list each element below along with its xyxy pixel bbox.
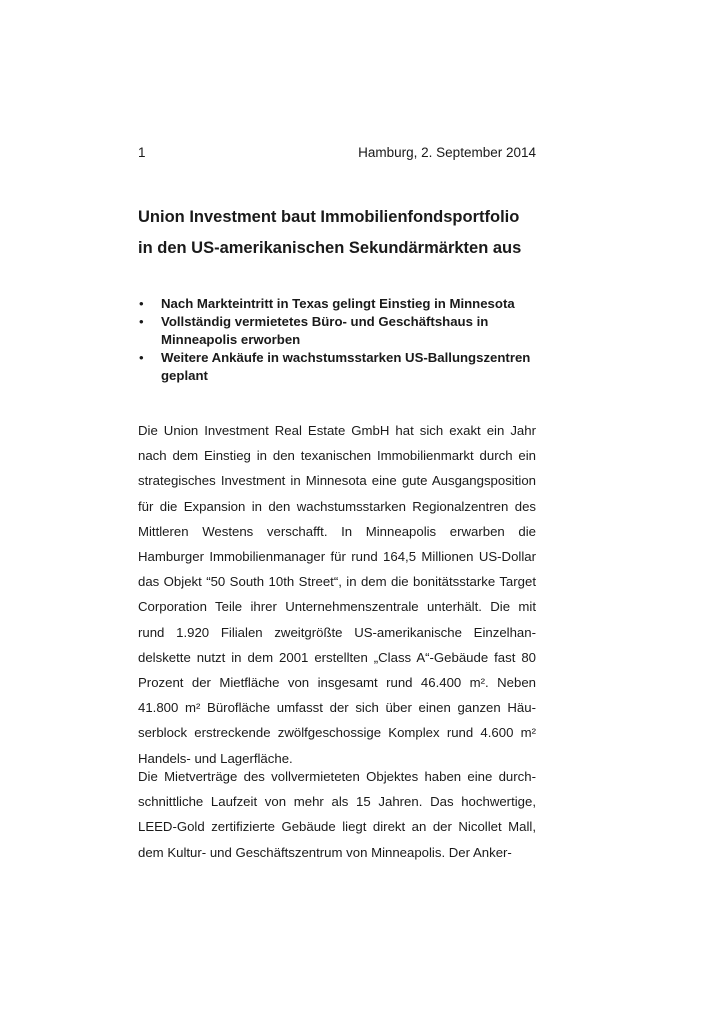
body-paragraph-1: Die Union Investment Real Estate GmbH hat sich exakt ein Jahr nach dem Einstieg in den texanischen Immobilienmarkt durch ein strategisches Investment in Minnesota eine gute Ausgangsposition für die Expansion in den wachstumsstarken Regionalzentren des Mittleren Westens verschafft. In Minneapolis erwarben die Hamburger Immobilienmanager für rund 164,5 Millionen US-Dollar das Objekt “50 South 10th Street“, in dem die bonitätsstarke Target Corporation Teile ihrer Unternehmenszentrale unterhält. Die mit rund 1.920 Filialen zweitgrößte US-amerikanische Einzelhandelskette nutzt in dem 2001 erstellten „Class A“-Gebäude fast 80 Prozent der Mietfläche von insgesamt rund 46.400 m². Neben 41.800 m² Bürofläche umfasst der sich über einen ganzen Häuserblock erstreckende zwölfgeschossige Komplex rund 4.600 m² Handels- und Lagerfläche. [138, 423, 536, 766]
key-points-list [138, 295, 536, 385]
headline-line-2: in den US-amerikanischen Sekundärmärkten aus [138, 239, 522, 257]
page-number: 1 [138, 145, 146, 160]
key-point-item [138, 313, 536, 349]
headline-line-1: Union Investment baut Immobilienfondsportfolio [138, 208, 520, 226]
key-point-text: Weitere Ankäufe in wachstumsstarken US-Ballungszentren geplant [161, 350, 531, 383]
bullet-icon: • [139, 314, 144, 329]
dateline: Hamburg, 2. September 2014 [358, 145, 536, 160]
key-point-item [138, 295, 536, 313]
body-paragraph-2: Die Mietverträge des vollvermieteten Objektes haben eine durchschnittliche Laufzeit von mehr als 15 Jahren. Das hochwertige, LEED-Gold zertifizierte Gebäude liegt direkt an der Nicollet Mall, dem Kultur- und Geschäftszentrum von Minneapolis. Der Anker- [138, 769, 536, 860]
bullet-icon: • [139, 350, 144, 365]
key-point-item [138, 349, 536, 385]
key-point-text: Vollständig vermietetes Büro- und Geschäftshaus in Minneapolis erworben [161, 314, 489, 347]
press-release-headline [138, 202, 558, 264]
key-point-text: Nach Markteintritt in Texas gelingt Einstieg in Minnesota [161, 296, 515, 311]
bullet-icon: • [139, 296, 144, 311]
